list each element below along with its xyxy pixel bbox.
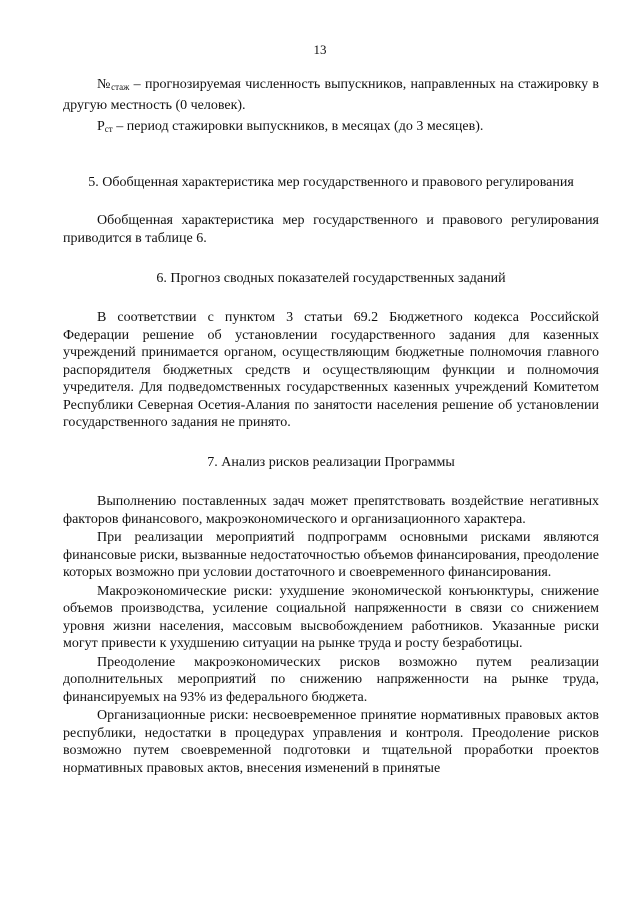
section-5-body	[63, 212, 599, 247]
definition-graduates	[63, 76, 599, 114]
section-7-paragraph-4: Преодоление макроэкономических рисков возможно путем реализации дополнительных мероприятий по снижению напряженности на рынке труда, финансируемых на 93% из федерального бюджета.	[63, 654, 599, 705]
page-number: 13	[313, 42, 327, 57]
section-6-paragraph: В соответствии с пунктом 3 статьи 69.2 Бюджетного кодекса Российской Федерации решение об установлении государственного задания для казенных учреждений принимается органом, осуществляющим бюджетные полномочия главного распорядителя бюджетных средств и осуществляющим функции и полномочия учредителя. Для подведомственных государственных казенных учреждений Комитетом Республики Северная Осетия-Алания по занятости населения решение об установлении государственного задания не принято.	[63, 310, 599, 430]
section-7-paragraph-3: Макроэкономические риски: ухудшение экономической конъюнктуры, снижение объемов производства, усиление социальной напряженности в связи со снижением уровня жизни населения, массовым высвобождением работников. Указанные риски могут привести к ухудшению ситуации на рынке труда и росту безработицы.	[63, 583, 599, 651]
symbol-graduates-sub: стаж	[111, 82, 130, 92]
section-7-paragraph-1: Выполнению поставленных задач может препятствовать воздействие негативных факторов финансового, макроэкономического и организационного характера.	[63, 494, 599, 527]
symbol-period: Р	[97, 119, 105, 134]
section-7-heading: 7. Анализ рисков реализации Программы	[207, 455, 455, 470]
section-6-heading: 6. Прогноз сводных показателей государственных заданий	[156, 271, 506, 286]
variable-definitions	[63, 76, 599, 139]
section-6	[63, 270, 599, 288]
definition-period-text: – период стажировки выпускников, в месяцах (до 3 месяцев).	[112, 119, 484, 134]
section-5	[63, 174, 599, 192]
definition-period	[63, 118, 599, 139]
section-7-paragraph-2: При реализации мероприятий подпрограмм основными рисками являются финансовые риски, вызванные недостаточностью объемов финансирования, преодоление которых возможно при условии достаточного и своевременного финансирования.	[63, 530, 599, 580]
section-7	[63, 454, 599, 472]
symbol-period-sub: ст	[104, 124, 113, 134]
section-7-body	[63, 493, 599, 777]
definition-graduates-text: – прогнозируемая численность выпускников, направленных на стажировку в другую местность (0 человек).	[63, 77, 600, 113]
section-5-heading: 5. Обобщенная характеристика мер государственного и правового регулирования	[88, 175, 574, 190]
section-7-paragraph-5: Организационные риски: несвоевременное принятие нормативных правовых актов республики, недостатки в процедурах управления и контроля. Преодоление рисков возможно путем своевременной подготовки и тщательной проработки проектов нормативных правовых актов, внесения изменений в принятые	[63, 708, 599, 776]
section-5-paragraph: Обобщенная характеристика мер государственного и правового регулирования приводится в таблице 6.	[63, 213, 599, 246]
symbol-graduates: №	[97, 77, 112, 92]
section-6-body	[63, 309, 599, 432]
